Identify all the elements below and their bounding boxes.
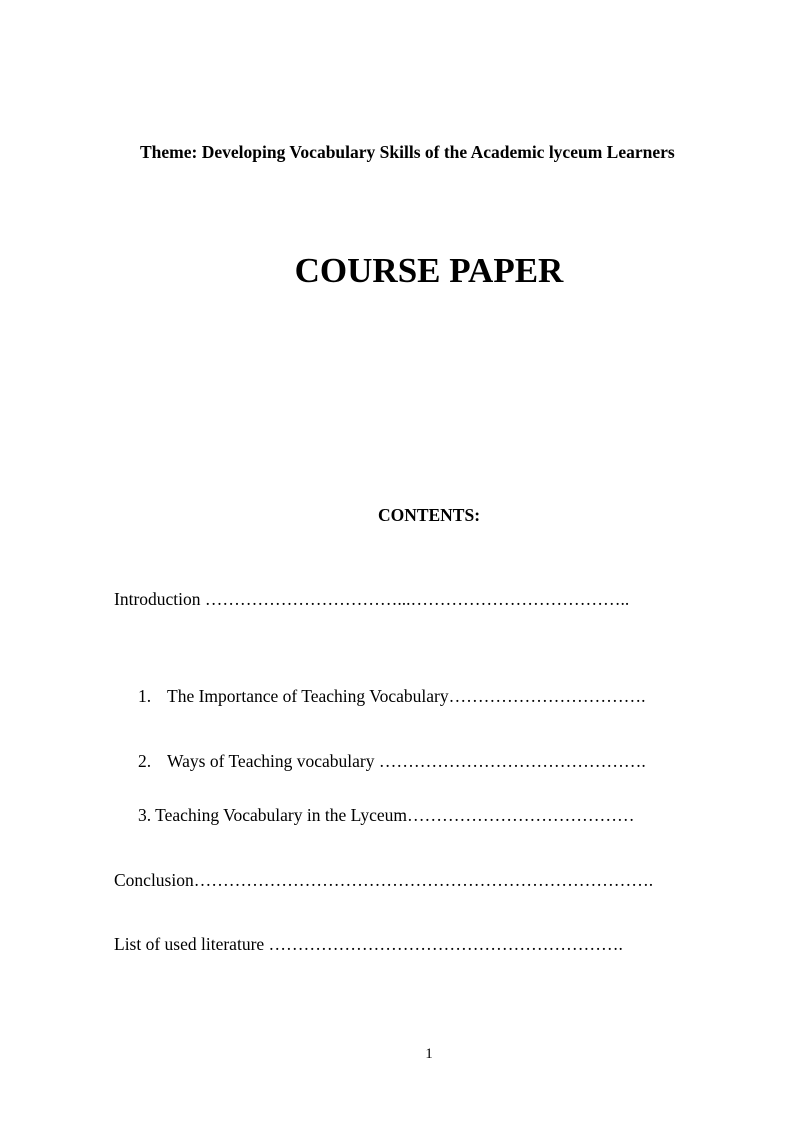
toc-entry-label: The Importance of Teaching Vocabulary…………………………….: [167, 686, 646, 706]
toc-entry-lyceum: 3. Teaching Vocabulary in the Lyceum…………………………………: [138, 805, 635, 825]
page-title: COURSE PAPER: [294, 251, 564, 290]
toc-entry-introduction: Introduction ……………………………...………………………………..: [114, 589, 630, 609]
toc-entry-literature: List of used literature …………………………………………………….: [114, 934, 623, 954]
toc-entry-conclusion: Conclusion…………………………………………………………………….: [114, 870, 654, 890]
toc-entry-number: 1.: [138, 686, 152, 706]
toc-entry-importance: [138, 686, 645, 707]
toc-entry-label: Ways of Teaching vocabulary ……………………………………….: [167, 751, 646, 771]
theme-line: Theme: Developing Vocabulary Skills of the Academic lyceum Learners: [140, 142, 675, 162]
toc-entry-number: 2.: [138, 751, 152, 771]
contents-heading: CONTENTS:: [377, 505, 481, 525]
toc-entry-ways: [138, 751, 646, 772]
page-number: 1: [425, 1046, 433, 1062]
